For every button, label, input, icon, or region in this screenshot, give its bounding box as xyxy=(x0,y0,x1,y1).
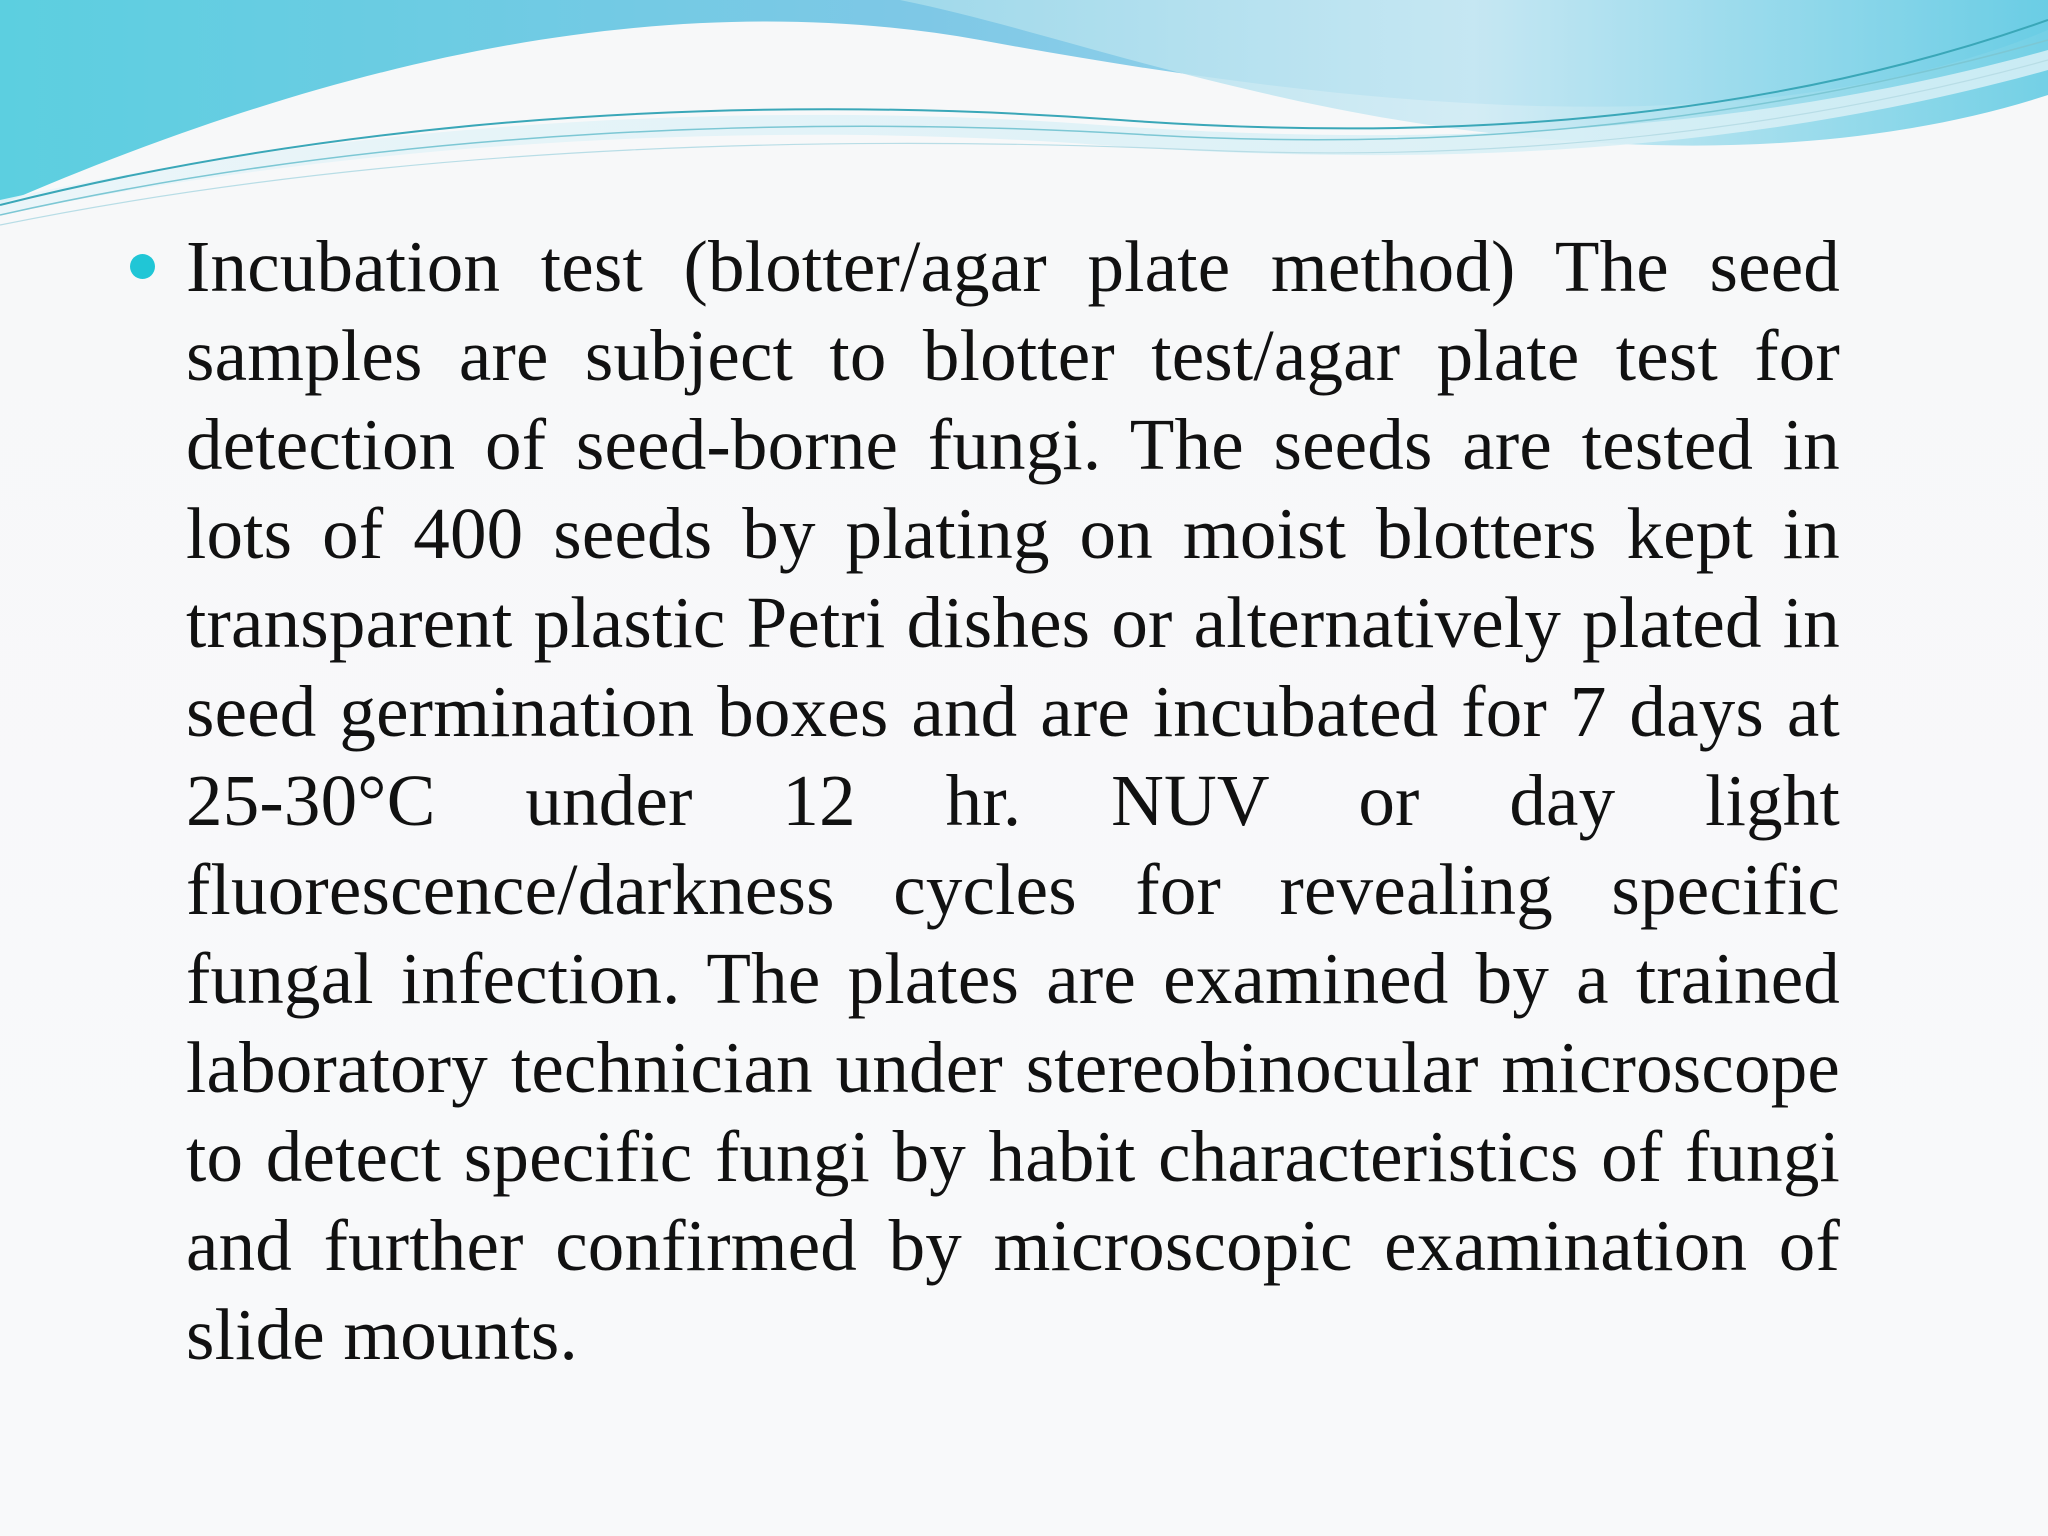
bullet-item xyxy=(130,222,1840,1379)
wave-header-decoration xyxy=(0,0,2048,240)
bullet-dot-icon xyxy=(130,254,155,279)
slide-body xyxy=(130,222,1840,1379)
bullet-text: Incubation test (blotter/agar plate method) The seed samples are subject to blotter test/agar plate test for detection of seed-borne fungi. The seeds are tested in lots of 400 seeds by plating on moist blotters kept in transparent plastic Petri dishes or alternatively plated in seed germination boxes and are incubated for 7 days at 25-30°C under 12 hr. NUV or day light fluorescence/darkness cycles for revealing specific fungal infection. The plates are examined by a trained laboratory technician under stereobinocular microscope to detect specific fungi by habit characteristics of fungi and further confirmed by microscopic examination of slide mounts. xyxy=(186,226,1840,1375)
